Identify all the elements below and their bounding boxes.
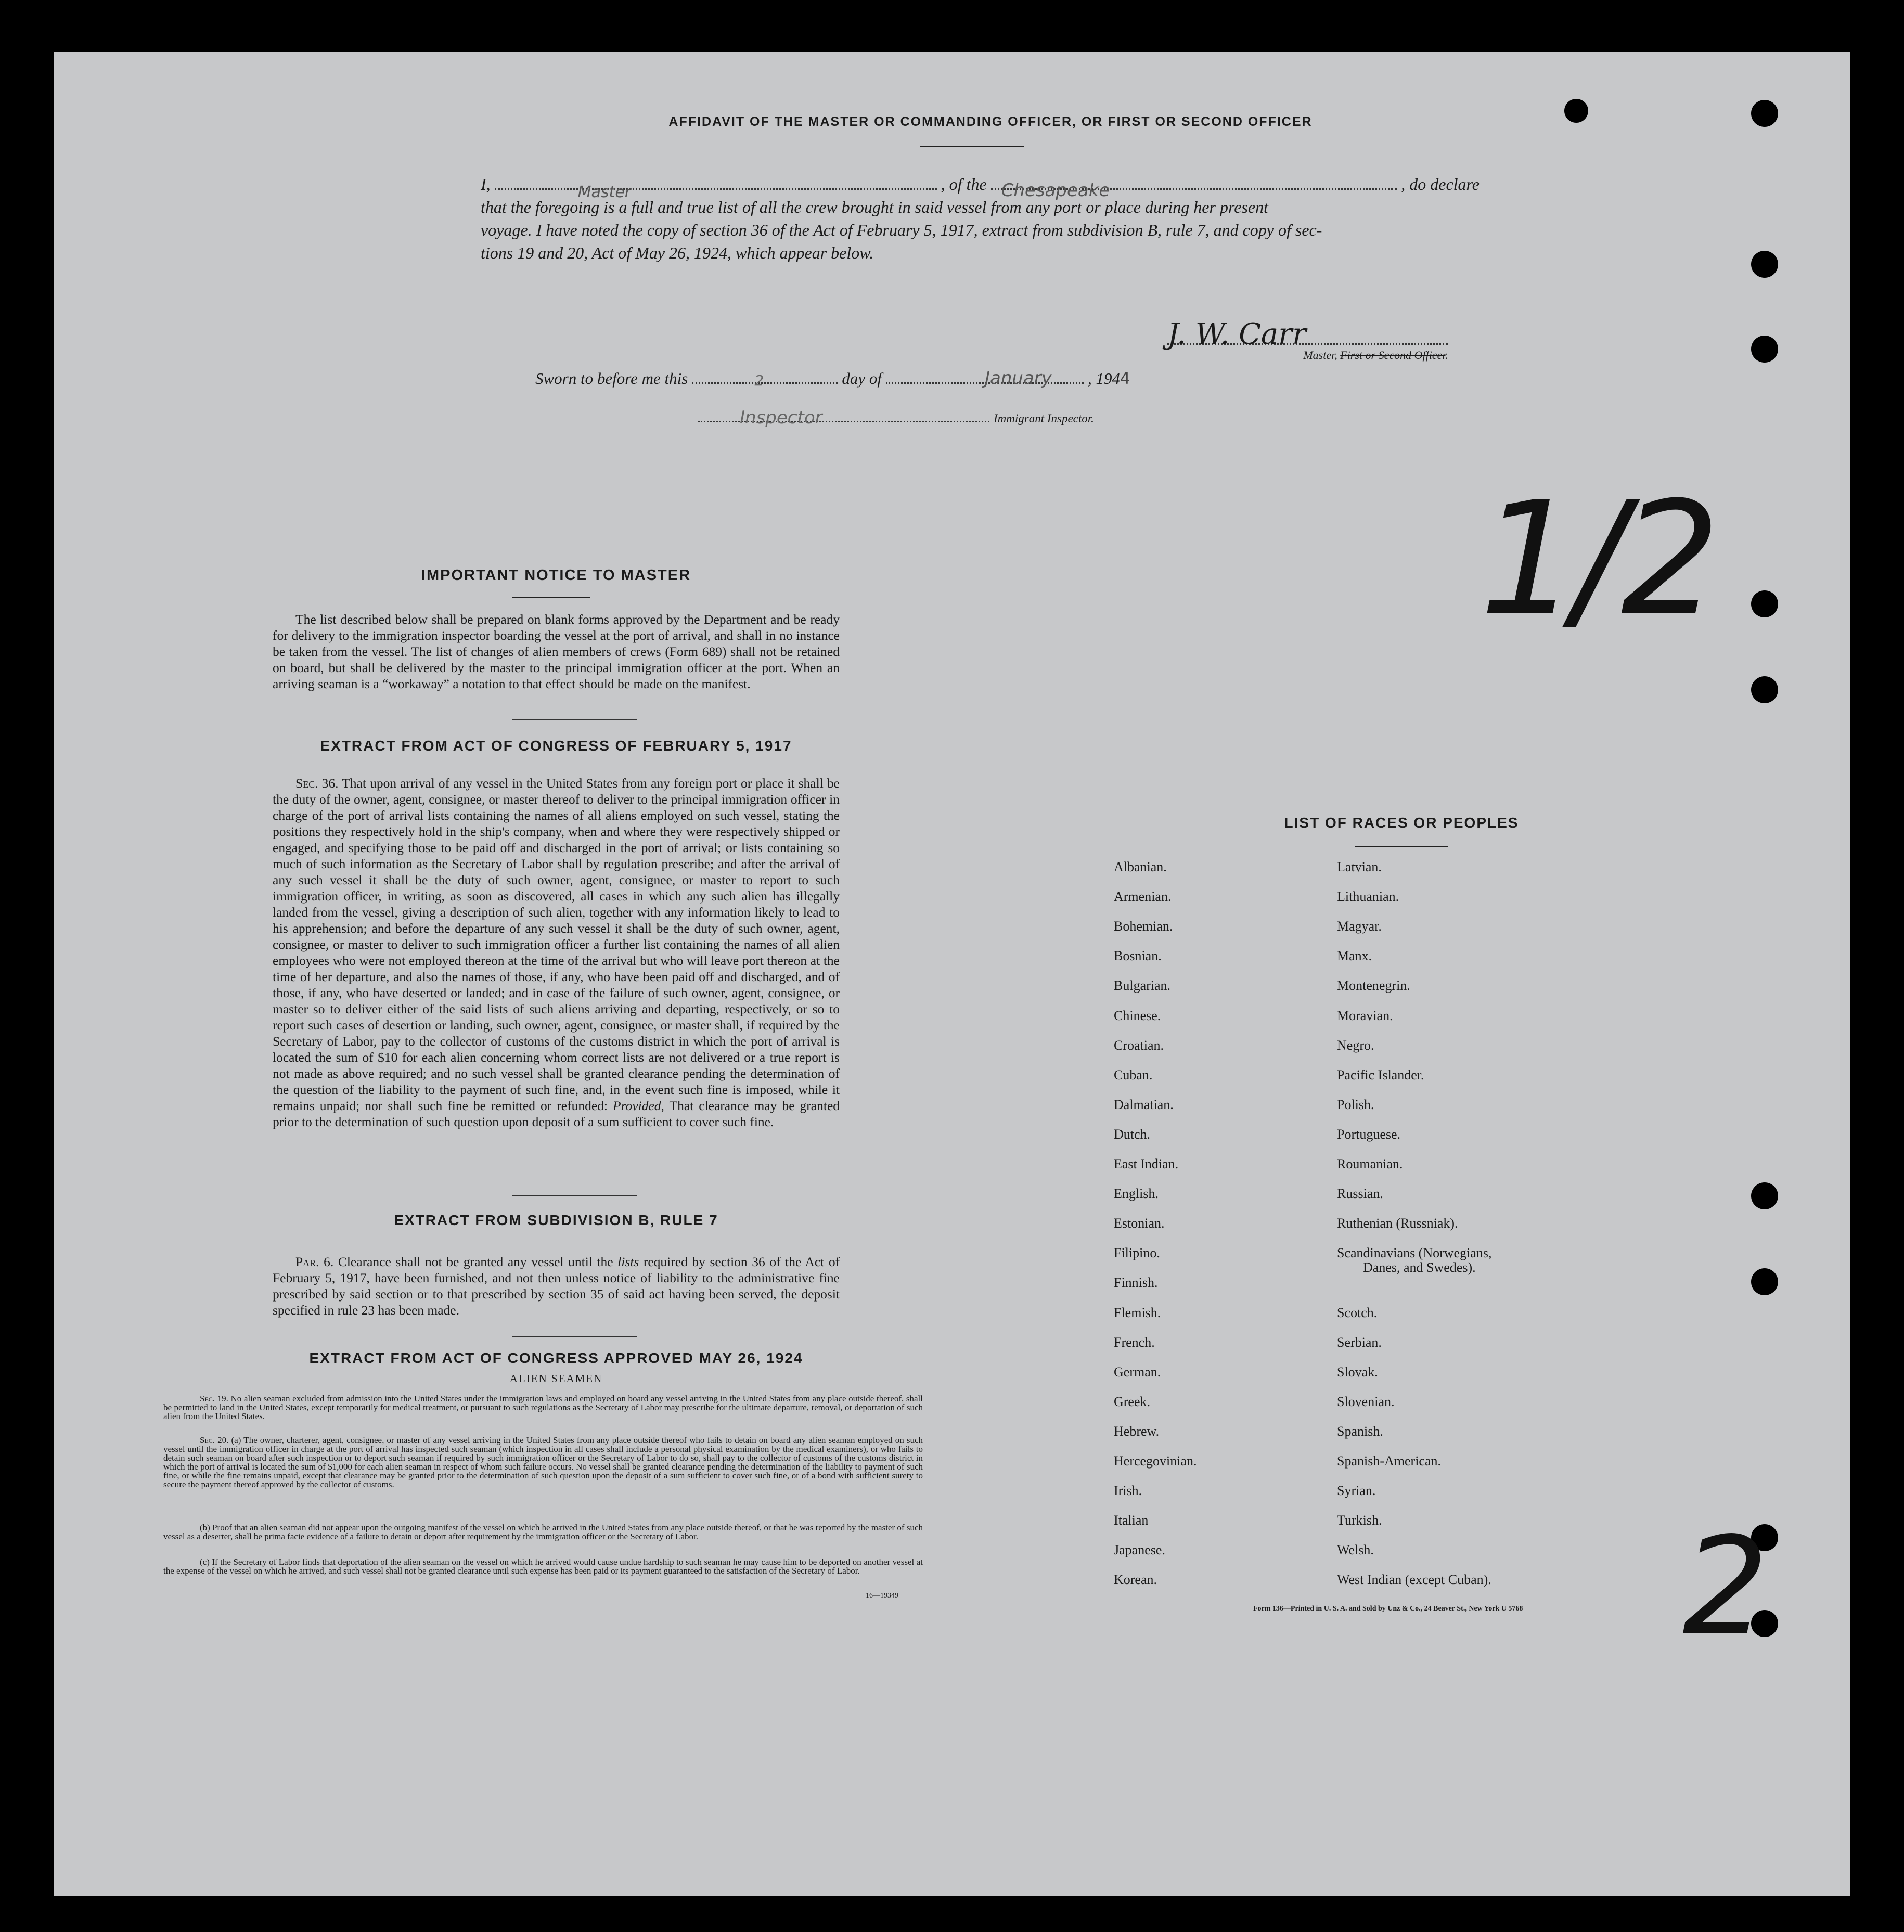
caption-master: Master, [1303, 349, 1341, 362]
race-item: Manx. [1337, 948, 1372, 964]
alien-seamen-subtitle: ALIEN SEAMEN [509, 1372, 603, 1385]
sworn-text: Sworn to before me this [535, 369, 688, 388]
race-item: Bulgarian. [1114, 978, 1171, 994]
race-item: Cuban. [1114, 1067, 1153, 1083]
affidavit-of-the: , of the [941, 175, 987, 194]
race-item: Japanese. [1114, 1542, 1165, 1558]
race-item: Moravian. [1337, 1008, 1393, 1023]
punch-hole-icon [1751, 251, 1778, 278]
printer-footer: Form 136—Printed in U. S. A. and Sold by Unz & Co., 24 Beaver St., New York U 5768 [1253, 1605, 1523, 1613]
race-item: Negro. [1337, 1037, 1374, 1053]
section-20c-text: (c) If the Secretary of Labor finds that deportation of the alien seaman on the vessel on which he arrived would cause undue hardship to such seaman he may cause him to be deported on another vessel at the expense of the vessel on which he arrived, and such vessel shall not be granted clearance until such expense has been paid or its payment guaranteed to the satisfaction of the Secretary of Labor. [163, 1557, 923, 1576]
extract-rule7-text [273, 1254, 840, 1318]
affidavit-declare: , do declare [1401, 175, 1480, 194]
race-item: Bohemian. [1114, 919, 1173, 934]
punch-hole-icon [1751, 100, 1778, 127]
race-item: West Indian (except Cuban). [1337, 1572, 1491, 1588]
extract-1917-title: EXTRACT FROM ACT OF CONGRESS OF FEBRUARY 5, 1917 [320, 738, 792, 754]
race-item: Dalmatian. [1114, 1097, 1174, 1112]
section-20b-text: (b) Proof that an alien seaman did not appear upon the outgoing manifest of the vessel on which he arrived in the United States from any place outside thereof, or that he was reported by the master of such vessel as a deserter, shall be prima facie evidence of a failure to detain or deport after requirement by the immigration officer or the Secretary of Labor. [163, 1523, 923, 1541]
inspector-signature: Inspector [740, 407, 822, 428]
race-item: Slovak. [1337, 1364, 1378, 1380]
divider [512, 1336, 637, 1337]
race-item: Albanian. [1114, 859, 1167, 874]
race-item: Montenegrin. [1337, 978, 1410, 994]
vessel-name-field [991, 180, 1397, 201]
affidavit-line-1 [481, 173, 1480, 201]
section-text-end: That clearance may be granted prior to the determination of such question upon deposit of a sum sufficient to cover such fine. [273, 1098, 840, 1129]
notice-title: IMPORTANT NOTICE TO MASTER [421, 567, 691, 584]
divider [1355, 846, 1448, 847]
race-item: Bosnian. [1114, 948, 1162, 964]
race-item: Serbian. [1337, 1334, 1382, 1350]
paragraph-text-b: required by section 36 of the Act of February 5, 1917, have been furnished, and not then unless notice of liability to the administrative fine prescribed by said section or to that prescribed by section 35 of said act having been served, the deposit specified in rule 23 has been made. [273, 1254, 840, 1318]
paragraph-text-a: Clearance shall not be granted any vessel until the [338, 1254, 613, 1269]
month-handwritten: January [984, 368, 1052, 389]
divider [512, 597, 590, 598]
master-name-handwritten: Master [577, 183, 632, 201]
race-item: Roumanian. [1337, 1156, 1403, 1171]
master-signature: J. W. Carr [1167, 317, 1306, 351]
month-field [886, 368, 1084, 389]
section-text: That upon arrival of any vessel in the United States from any foreign port or place it shall be the duty of the owner, agent, consignee, or master thereof to deliver to the principal immigration officer in charge of the port of arrival lists containing the names of all aliens employed on such vessel, stating the positions they respectively hold in the ship's company, when and where they were respectively shipped or engaged, and specifying those to be paid off and discharged in the port of arrival; or lists containing so much of such information as the Secretary of Labor shall by regulation prescribe; and after the arrival of any such vessel it shall be the duty of such owner, agent, consignee, or master to report to such immigration officer, in writing, as soon as discovered, all cases in which any such alien has illegally landed from the vessel, giving a description of such alien, together with any information likely to lead to his apprehension; and before the departure of any such vessel it shall be the duty of such owner, agent, consignee, or master to deliver to such immigration officer a further list containing the names of all alien employees who were not employed thereon at the time of the arrival but who will leave port thereon at the time of her departure, and also the names of those, if any, who have been paid off and discharged, and of those, if any, who have deserted or landed; and in case of the failure of such owner, agent, consignee, or master so to deliver either of the said lists of such aliens arriving and departing, respectively, or so to report such cases of desertion or landing, such owner, agent, consignee, or master shall, if required by the Secretary of Labor, pay to the collector of customs of the customs district in which the port of arrival is located the sum of $10 for each alien concerning whom correct lists are not delivered or a true report is not made as above required; and no such vessel shall be granted clearance pending the determination of the question of the liability to the payment of such fine, and, in the event such fine is imposed, while it remains unpaid; nor shall such fine be remitted or refunded: [273, 776, 840, 1113]
race-item: Estonian. [1114, 1216, 1165, 1231]
race-item: Portuguese. [1337, 1126, 1401, 1142]
race-item: Russian. [1337, 1186, 1383, 1202]
race-item: Welsh. [1337, 1542, 1374, 1558]
notice-text: The list described below shall be prepared on blank forms approved by the Department and be ready for delivery to the immigration inspector boarding the vessel at the port of arrival, and shall in no instance be taken from the vessel. The list of changes of alien members of crews (Form 689) shall not be retained on board, but shall be delivered by the master to the principal immigration officer at the port. When an arriving seaman is a “workaway” a notation to that effect should be made on the manifest. [273, 612, 840, 691]
section-20-label: Sec. 20. [200, 1435, 229, 1445]
race-item: Lithuanian. [1337, 889, 1399, 905]
race-item: Pacific Islander. [1337, 1067, 1424, 1083]
race-item: Irish. [1114, 1483, 1142, 1499]
race-item: Korean. [1114, 1572, 1157, 1588]
race-item: Magyar. [1337, 919, 1382, 934]
affidavit-i: I, [481, 175, 491, 194]
punch-hole-icon [1751, 1268, 1778, 1295]
race-item: Finnish. [1114, 1275, 1158, 1291]
provided-word: Provided, [613, 1098, 664, 1113]
punch-hole-icon [1751, 1182, 1778, 1209]
race-item: Greek. [1114, 1394, 1151, 1409]
caption-struck-officer: First or Second Officer [1340, 349, 1446, 362]
punch-hole-icon [1564, 99, 1588, 123]
race-item: Slovenian. [1337, 1394, 1395, 1409]
day-field [692, 372, 838, 389]
inspector-caption: Immigrant Inspector. [994, 412, 1094, 425]
race-item: English. [1114, 1186, 1159, 1202]
paragraph-label: Par. 6. [295, 1254, 334, 1269]
year-digit-handwritten: 4 [1120, 369, 1130, 388]
race-item: Danes, and Swedes). [1363, 1260, 1476, 1276]
race-item: Scotch. [1337, 1305, 1378, 1320]
race-item: East Indian. [1114, 1156, 1179, 1171]
race-item: Chinese. [1114, 1008, 1161, 1023]
document-page [54, 52, 1850, 1896]
punch-hole-icon [1751, 336, 1778, 363]
divider [512, 719, 637, 720]
caption-period: . [1445, 349, 1448, 362]
year-text: , 194 [1087, 369, 1120, 388]
inspector-signature-field [698, 407, 989, 428]
affidavit-line-3: voyage. I have noted the copy of section 36 of the Act of February 5, 1917, extract from subdivision B, rule 7, and copy of sec- [481, 221, 1322, 239]
race-item: Scandinavians (Norwegians, [1337, 1245, 1492, 1261]
section-19-text [163, 1394, 923, 1421]
sworn-line [535, 369, 1212, 388]
section-20a-text [163, 1436, 923, 1489]
race-item: Polish. [1337, 1097, 1374, 1112]
race-item: Hercegovinian. [1114, 1453, 1197, 1469]
race-item: Filipino. [1114, 1245, 1160, 1261]
day-of-text: day of [842, 369, 882, 388]
punch-hole-icon [1751, 590, 1778, 617]
race-item: French. [1114, 1334, 1155, 1350]
section-20a-body: (a) The owner, charterer, agent, consignee, or master of any vessel arriving in the United States from any place outside thereof who fails to detain on board any alien seaman employed on such vessel until the immigration officer in charge at the port of arrival has inspected such seaman (which inspection in all cases shall include a personal physical examination by the medical examiners), or who fails to detain such seaman on board after such inspection or to deport such seaman if required by such immigration officer or the Secretary of Labor to do so, shall pay to the collector of customs of the customs district in which the port of arrival is located the sum of $1,000 for each alien seaman in respect of whom such failure occurs. No vessel shall be granted clearance pending the determination of the liability to payment of such fine, or while the fine remains unpaid, except that clearance may be granted prior to the determination of such question upon the deposit of a sum sufficient to cover such fine, or of a bond with sufficient surety to secure the payment thereof approved by the collector of customs. [163, 1435, 923, 1489]
section-19-body: No alien seaman excluded from admission into the United States under the immigration laws and employed on board any vessel arriving in the United States from any place outside thereof, shall be permitted to land in the United States, except temporarily for medical treatment, or pursuant to such regulations as the Secretary of Labor may prescribe for the ultimate departure, removal, or deportation of such alien from the United States. [163, 1394, 923, 1421]
race-item: Croatian. [1114, 1037, 1164, 1053]
section-19-label: Sec. 19. [200, 1394, 228, 1403]
vessel-name-handwritten: Chesapeake [1001, 180, 1110, 201]
extract-1924-title: EXTRACT FROM ACT OF CONGRESS APPROVED MAY 26, 1924 [309, 1350, 803, 1366]
race-item: Turkish. [1337, 1513, 1382, 1528]
race-item: Syrian. [1337, 1483, 1376, 1499]
race-item: Italian [1114, 1513, 1149, 1528]
signature-caption [1115, 349, 1448, 362]
form-number: 16—19349 [866, 1592, 898, 1600]
race-item: Spanish-American. [1337, 1453, 1442, 1469]
race-item: Armenian. [1114, 889, 1172, 905]
page-fraction-handwritten: 1/2 [1480, 468, 1715, 650]
race-item: German. [1114, 1364, 1161, 1380]
divider [512, 1195, 637, 1196]
punch-hole-icon [1751, 676, 1778, 703]
day-handwritten: 2 [754, 372, 764, 389]
lists-word: lists [617, 1254, 639, 1269]
section-label: Sec. 36. [295, 776, 339, 791]
inspector-line [694, 407, 1162, 428]
extract-1917-text [273, 775, 840, 1130]
races-title: LIST OF RACES OR PEOPLES [1284, 815, 1519, 831]
race-item: Latvian. [1337, 859, 1382, 874]
extract-rule7-title: EXTRACT FROM SUBDIVISION B, RULE 7 [394, 1212, 718, 1228]
master-name-field [495, 183, 937, 201]
affidavit-line-2: that the foregoing is a full and true list of all the crew brought in said vessel from any port or place during her present [481, 198, 1268, 216]
race-item: Flemish. [1114, 1305, 1161, 1320]
affidavit-text [481, 173, 1480, 264]
divider [920, 146, 1024, 147]
affidavit-title: AFFIDAVIT OF THE MASTER OR COMMANDING OFFICER, OR FIRST OR SECOND OFFICER [668, 114, 1313, 129]
affidavit-line-4: tions 19 and 20, Act of May 26, 1924, which appear below. [481, 243, 874, 262]
race-item: Spanish. [1337, 1423, 1383, 1439]
race-item: Ruthenian (Russniak). [1337, 1216, 1458, 1231]
race-item: Dutch. [1114, 1126, 1151, 1142]
race-item: Hebrew. [1114, 1423, 1160, 1439]
corner-mark-handwritten: 2 [1682, 1509, 1769, 1666]
